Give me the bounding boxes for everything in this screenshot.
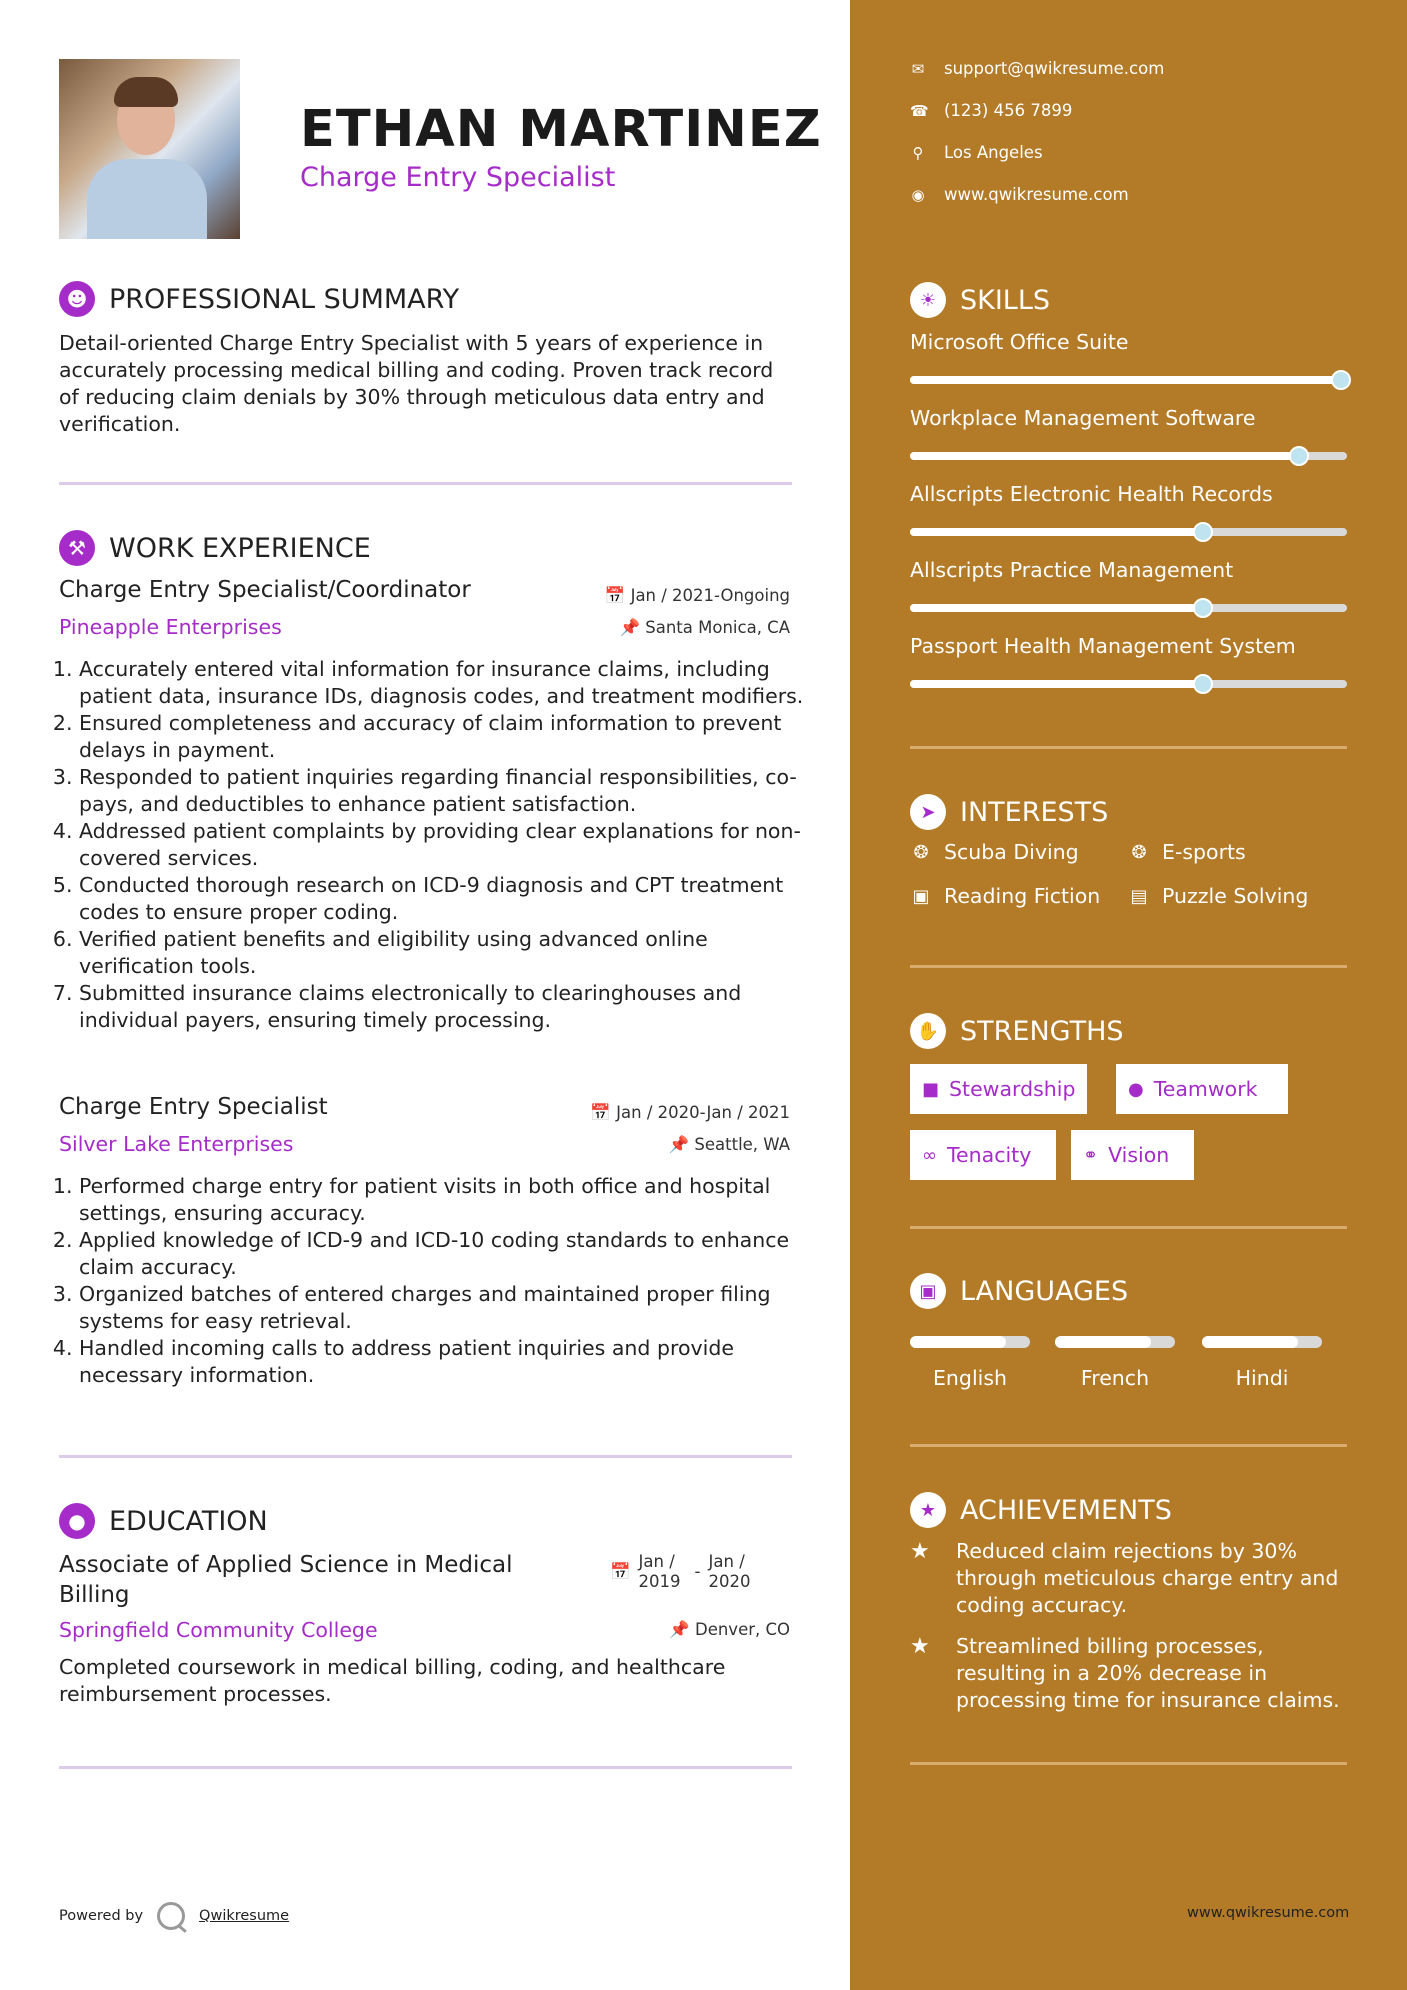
section-divider: [910, 1226, 1347, 1229]
strength-chip: ∞ Tenacity: [910, 1130, 1056, 1180]
skill-level-bar: [910, 452, 1347, 460]
user-icon: ☻: [59, 281, 95, 317]
map-marker-icon: ⚲: [912, 143, 924, 162]
life-ring-icon: ❂: [1131, 841, 1147, 863]
shooting-star-icon: ★: [910, 1634, 930, 1659]
job-bullets: [61, 656, 814, 1034]
skill-level-bar: [910, 680, 1347, 688]
profile-photo: [59, 59, 240, 239]
pin-icon: 📌: [619, 618, 641, 637]
summary-text: Detail-oriented Charge Entry Specialist with 5 years of experience in accurately processing medical billing and coding. Proven track record of reducing claim denials by 30% through meticulous data entry and verification.: [59, 331, 774, 436]
language-name: Hindi: [1235, 1366, 1289, 1390]
strength-chip: ■ Stewardship: [910, 1064, 1087, 1114]
section-divider: [59, 1455, 792, 1458]
job-dates: 📅 Jan / 2020-Jan / 2021: [590, 1103, 790, 1122]
skill-level-fill: [910, 680, 1203, 688]
job-location: 📌 Seattle, WA: [668, 1135, 790, 1154]
interest-item: ▣ Reading Fiction: [910, 884, 1100, 908]
paper-plane-icon: ➤: [910, 794, 946, 830]
education-heading: ● EDUCATION: [59, 1503, 268, 1539]
skill-level-bar: [910, 604, 1347, 612]
skill-name: Passport Health Management System: [910, 634, 1296, 658]
skills-heading: ☀ SKILLS: [910, 282, 1050, 318]
summary-heading: ☻ PROFESSIONAL SUMMARY: [59, 281, 459, 317]
skill-level-knob: [1289, 446, 1309, 466]
interest-item: ❂ Scuba Diving: [910, 840, 1079, 864]
star-badge-icon: ★: [910, 1492, 946, 1528]
contact-email[interactable]: ✉ support@qwikresume.com: [911, 59, 1165, 78]
achievement-item: ★ Reduced claim rejections by 30% through meticulous charge entry and coding accuracy.: [910, 1539, 1339, 1617]
pin-icon: 📌: [669, 1620, 690, 1639]
school-name: Springfield Community College: [59, 1618, 378, 1642]
language-level-fill: [1202, 1336, 1298, 1348]
language-level-fill: [910, 1336, 1006, 1348]
skill-level-fill: [910, 528, 1203, 536]
briefcase-icon: ■: [922, 1078, 940, 1100]
language-icon: ▣: [910, 1273, 946, 1309]
list-item: 3. Responded to patient inquiries regarding financial responsibilities, co-pays, and deductibles to enhance patient satisfaction.: [79, 764, 814, 818]
list-item: 4. Handled incoming calls to address patient inquiries and provide necessary information.: [79, 1335, 814, 1389]
section-divider: [910, 965, 1347, 968]
language-level-fill: [1055, 1336, 1151, 1348]
gamepad-icon: ▣: [912, 885, 930, 907]
fist-icon: ✋: [910, 1013, 946, 1049]
section-divider: [59, 1766, 792, 1769]
pin-icon: 📌: [668, 1135, 690, 1154]
list-item: 7. Submitted insurance claims electronically to clearinghouses and individual payers, ensuring timely processing.: [79, 980, 814, 1034]
experience-heading: ⚒ WORK EXPERIENCE: [59, 530, 371, 566]
list-item: 4. Addressed patient complaints by providing clear explanations for non-covered services.: [79, 818, 814, 872]
lightbulb-icon: ☀: [910, 282, 946, 318]
powered-by: Powered by Qwikresume: [59, 1902, 289, 1930]
job-dates: 📅 Jan / 2021-Ongoing: [604, 586, 790, 605]
section-divider: [910, 1444, 1347, 1447]
skill-level-fill: [910, 604, 1203, 612]
list-item: 2. Ensured completeness and accuracy of claim information to prevent delays in payment.: [79, 710, 814, 764]
shooting-star-icon: ★: [910, 1539, 930, 1564]
achievements-heading: ★ ACHIEVEMENTS: [910, 1492, 1172, 1528]
link-icon: ∞: [922, 1144, 937, 1166]
skill-level-bar: [910, 528, 1347, 536]
interest-item: ▤ Puzzle Solving: [1128, 884, 1308, 908]
globe-icon: ◉: [911, 185, 925, 204]
calendar-icon: 📅: [590, 1103, 611, 1122]
skill-name: Allscripts Practice Management: [910, 558, 1234, 582]
brand-link[interactable]: Qwikresume: [199, 1908, 290, 1924]
list-item: 5. Conducted thorough research on ICD-9 diagnosis and CPT treatment codes to ensure proper coding.: [79, 872, 814, 926]
skill-level-fill: [910, 452, 1299, 460]
phone-icon: ☎: [910, 101, 929, 120]
life-ring-icon: ❂: [913, 841, 929, 863]
binoculars-icon: ⚭: [1083, 1144, 1099, 1166]
list-item: 1. Performed charge entry for patient visits in both office and hospital settings, ensuring accuracy.: [79, 1173, 814, 1227]
job-title: Charge Entry Specialist: [59, 1094, 328, 1120]
section-divider: [59, 482, 792, 485]
envelope-icon: ✉: [911, 59, 925, 78]
book-icon: ▤: [1130, 885, 1148, 907]
skill-name: Allscripts Electronic Health Records: [910, 482, 1273, 506]
skill-name: Microsoft Office Suite: [910, 330, 1129, 354]
contact-website[interactable]: ◉ www.qwikresume.com: [911, 185, 1129, 204]
language-name: French: [1080, 1366, 1150, 1390]
section-divider: [910, 1762, 1347, 1765]
calendar-icon: 📅: [604, 586, 626, 605]
skill-level-knob: [1193, 674, 1213, 694]
strengths-heading: ✋ STRENGTHS: [910, 1013, 1124, 1049]
education-dates: 📅 Jan / 2019 - Jan / 2020: [610, 1552, 751, 1591]
languages-heading: ▣ LANGUAGES: [910, 1273, 1128, 1309]
candidate-role: Charge Entry Specialist: [300, 162, 616, 193]
calendar-icon: 📅: [610, 1562, 631, 1581]
skill-level-knob: [1331, 370, 1351, 390]
candidate-name: ETHAN MARTINEZ: [300, 100, 822, 159]
language-name: English: [932, 1366, 1008, 1390]
qwikresume-logo-icon: [157, 1902, 185, 1930]
graduate-icon: ●: [59, 1503, 95, 1539]
skill-level-knob: [1193, 598, 1213, 618]
strength-chip: ⚭ Vision: [1071, 1130, 1194, 1180]
job-title: Charge Entry Specialist/Coordinator: [59, 577, 471, 603]
education-location: 📌 Denver, CO: [669, 1620, 790, 1639]
job-company: Pineapple Enterprises: [59, 615, 282, 639]
skill-name: Workplace Management Software: [910, 406, 1256, 430]
list-item: 3. Organized batches of entered charges and maintained proper filing systems for easy retrieval.: [79, 1281, 814, 1335]
job-company: Silver Lake Enterprises: [59, 1132, 294, 1156]
skill-level-bar: [910, 376, 1347, 384]
job-bullets: [61, 1173, 814, 1389]
education-description: Completed coursework in medical billing, coding, and healthcare reimbursement processes.: [59, 1655, 726, 1706]
list-item: 6. Verified patient benefits and eligibility using advanced online verification tools.: [79, 926, 814, 980]
chair-icon: ⚒: [59, 530, 95, 566]
footer-website[interactable]: www.qwikresume.com: [1187, 1905, 1350, 1921]
job-location: 📌 Santa Monica, CA: [619, 618, 790, 637]
list-item: 1. Accurately entered vital information for insurance claims, including patient data, insurance IDs, diagnosis codes, and treatment modifiers.: [79, 656, 814, 710]
skill-level-fill: [910, 376, 1347, 384]
achievement-item: ★ Streamlined billing processes, resulting in a 20% decrease in processing time for insurance claims.: [910, 1634, 1340, 1712]
users-icon: ●: [1128, 1078, 1144, 1100]
contact-phone[interactable]: ☎ (123) 456 7899: [910, 101, 1073, 120]
language-level-bar: [910, 1336, 1030, 1348]
interests-heading: ➤ INTERESTS: [910, 794, 1108, 830]
interest-item: ❂ E-sports: [1128, 840, 1246, 864]
list-item: 2. Applied knowledge of ICD-9 and ICD-10 coding standards to enhance claim accuracy.: [79, 1227, 814, 1281]
language-level-bar: [1202, 1336, 1322, 1348]
language-level-bar: [1055, 1336, 1175, 1348]
skill-level-knob: [1193, 522, 1213, 542]
degree-title: Associate of Applied Science in Medical Billing: [59, 1552, 513, 1608]
section-divider: [910, 746, 1347, 749]
contact-location: ⚲ Los Angeles: [910, 143, 1043, 162]
strength-chip: ● Teamwork: [1116, 1064, 1288, 1114]
